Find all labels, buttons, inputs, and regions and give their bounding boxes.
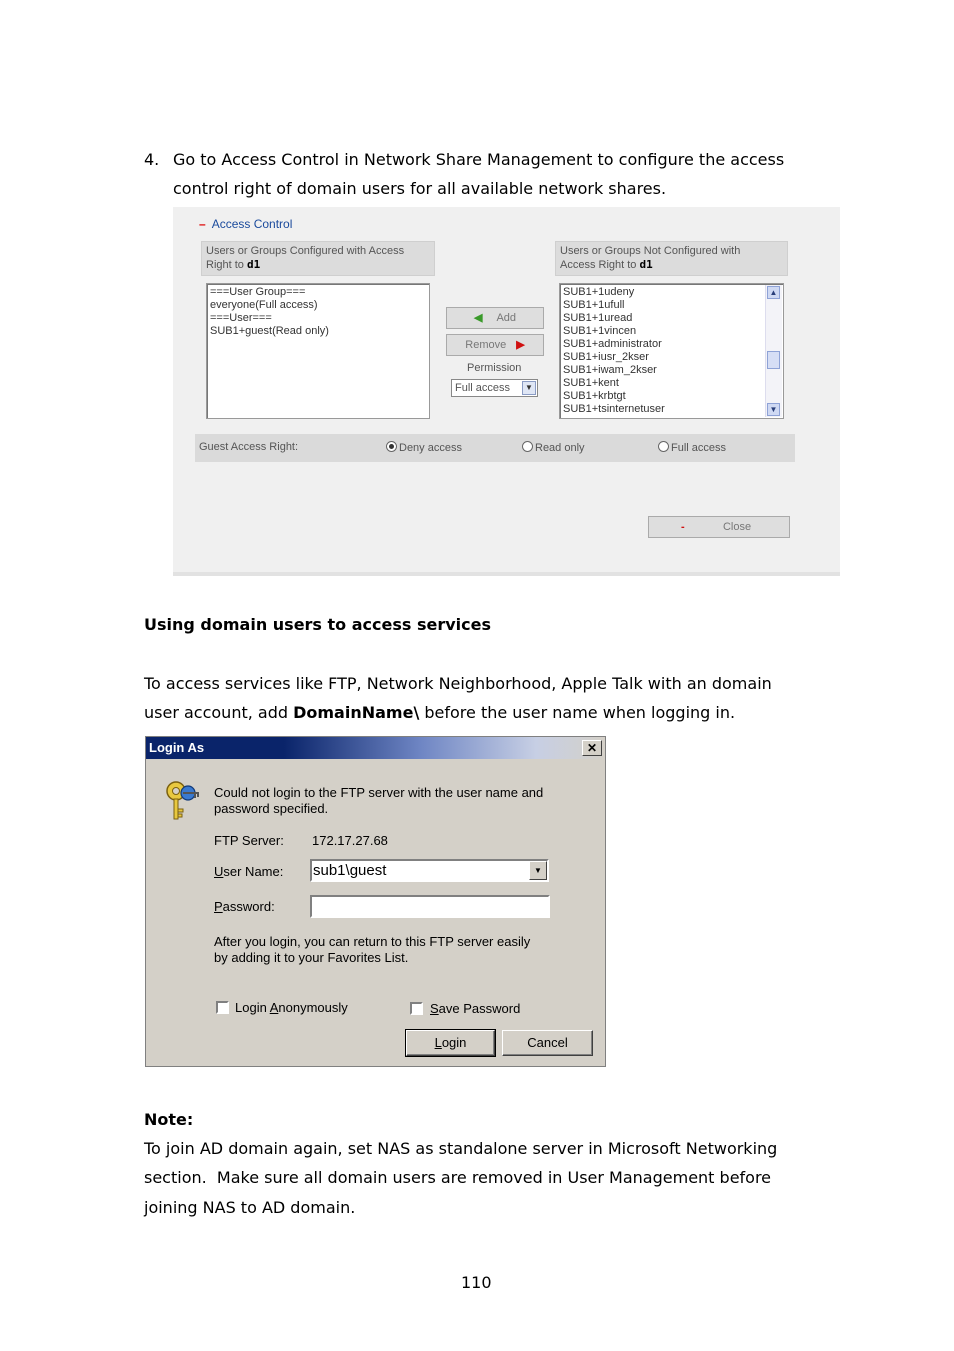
remove-label: Remove [465, 339, 507, 351]
scroll-thumb[interactable] [767, 351, 780, 369]
close-icon: - [681, 521, 685, 533]
not-configured-header-line1: Users or Groups Not Configured with [560, 245, 741, 257]
user-name-value: sub1\guest [313, 862, 387, 879]
guest-option-read[interactable] [522, 441, 585, 454]
guest-option-deny[interactable] [386, 441, 462, 454]
cancel-button[interactable]: Cancel [502, 1030, 593, 1056]
info-message [214, 934, 530, 966]
save-label-accel: S [430, 1001, 439, 1016]
close-button[interactable] [648, 516, 790, 538]
user-name-label [214, 864, 283, 879]
add-button[interactable] [446, 307, 544, 329]
close-label: Close [722, 521, 752, 533]
save-password-label[interactable] [430, 1001, 520, 1016]
note-line1: To join AD domain again, set NAS as standalone server in Microsoft Networking [144, 1139, 778, 1158]
list-item[interactable]: SUB1+guest(Read only) [210, 325, 329, 337]
list-item[interactable]: SUB1+administrator [563, 338, 662, 350]
keys-icon [164, 779, 202, 821]
anon-label-rest: nonymously [278, 1000, 348, 1015]
info-message-line2: by adding it to your Favorites List. [214, 950, 409, 965]
list-item[interactable]: SUB1+iusr_2kser [563, 351, 649, 363]
login-dialog [145, 736, 606, 1067]
radio-icon[interactable] [658, 441, 669, 452]
password-field[interactable] [310, 895, 550, 918]
access-control-title-text: Access Control [211, 217, 293, 231]
not-configured-header [555, 241, 788, 276]
user-name-label-accel: U [214, 864, 224, 879]
user-name-label-rest: ser Name: [223, 864, 284, 879]
para1-line2-post: before the user name when logging in. [419, 703, 736, 722]
not-configured-list[interactable] [559, 283, 784, 419]
guest-option-full-label: Full access [671, 442, 727, 454]
list-item[interactable]: ===User Group=== [210, 286, 306, 298]
arrow-left-icon: ◀ [473, 312, 483, 324]
password-label-accel: P [214, 899, 223, 914]
radio-selected-icon[interactable] [386, 441, 397, 452]
list-item[interactable]: SUB1+krbtgt [563, 390, 626, 402]
list-item[interactable]: SUB1+1uread [563, 312, 633, 324]
guest-option-full[interactable] [658, 441, 726, 454]
user-name-field[interactable] [310, 859, 549, 882]
note-line3: joining NAS to AD domain. [144, 1198, 356, 1217]
save-password-checkbox[interactable] [410, 1002, 423, 1015]
remove-button[interactable] [446, 334, 544, 356]
login-anonymously-label[interactable] [235, 1000, 348, 1015]
error-message [214, 785, 543, 817]
page-number: 110 [461, 1273, 492, 1292]
guest-option-deny-label: Deny access [399, 442, 462, 454]
step-text-line2: control right of domain users for all available network shares. [173, 179, 667, 198]
permission-value: Full access [455, 382, 511, 394]
list-item[interactable]: SUB1+1ufull [563, 299, 625, 311]
configured-list[interactable] [206, 283, 430, 419]
configured-header-line2: Right to [206, 259, 244, 271]
dialog-titlebar [146, 737, 605, 759]
list-item[interactable]: SUB1+iwam_2kser [563, 364, 657, 376]
scroll-up-icon[interactable]: ▲ [767, 286, 780, 299]
ftp-server-label: FTP Server: [214, 833, 284, 848]
share-name: d1 [246, 258, 261, 271]
list-item[interactable]: ===User=== [210, 312, 272, 324]
guest-access-label: Guest Access Right: [199, 441, 299, 453]
anon-label-accel: A [269, 1000, 279, 1015]
configured-header-line1: Users or Groups Configured with Access [206, 245, 405, 257]
password-label [214, 899, 275, 914]
guest-option-read-label: Read only [535, 442, 585, 454]
login-anonymously-checkbox[interactable] [216, 1001, 229, 1014]
para1-line1: To access services like FTP, Network Neighborhood, Apple Talk with an domain [144, 674, 772, 693]
access-control-title[interactable] [199, 217, 292, 231]
error-message-line1: Could not login to the FTP server with the user name and [214, 785, 544, 800]
para1-line2-pre: user account, add [144, 703, 294, 722]
permission-label: Permission [467, 362, 522, 374]
section-heading: Using domain users to access services [144, 615, 492, 634]
share-name: d1 [639, 258, 653, 271]
note-line2: section. Make sure all domain users are removed in User Management before [144, 1168, 772, 1187]
chevron-down-icon[interactable]: ▼ [529, 861, 547, 880]
list-item[interactable]: everyone(Full access) [210, 299, 318, 311]
arrow-right-icon: ▶ [516, 339, 525, 351]
list-item[interactable]: SUB1+tsinternetuser [563, 403, 665, 415]
guest-access-bar [195, 434, 795, 462]
access-control-panel [173, 207, 840, 576]
login-button-rest: ogin [441, 1035, 467, 1050]
login-button-accel: L [434, 1035, 442, 1050]
step-text-line1: Go to Access Control in Network Share Management to configure the access [173, 150, 785, 169]
list-item[interactable]: SUB1+1udeny [563, 286, 635, 298]
list-item[interactable]: SUB1+1vincen [563, 325, 637, 337]
not-configured-header-line2: Access Right to [560, 259, 637, 271]
add-label: Add [496, 312, 517, 324]
dialog-title: Login As [149, 740, 205, 755]
radio-icon[interactable] [522, 441, 533, 452]
list-item[interactable]: SUB1+kent [563, 377, 619, 389]
collapse-icon[interactable]: – [199, 217, 206, 231]
para1-line2 [144, 698, 735, 727]
login-button[interactable] [406, 1030, 495, 1056]
permission-select[interactable] [451, 379, 538, 397]
step-number: 4. [144, 150, 160, 169]
domain-name-keyword: DomainName\ [293, 703, 420, 722]
note-heading: Note: [144, 1110, 194, 1129]
password-label-rest: assword: [222, 899, 275, 914]
configured-header [201, 241, 435, 276]
anon-label-pre: Login [235, 1000, 270, 1015]
save-label-rest: ave Password [438, 1001, 521, 1016]
scroll-down-icon[interactable]: ▼ [767, 403, 780, 416]
list-scrollbar[interactable] [765, 285, 782, 417]
close-icon[interactable]: ✕ [582, 740, 602, 756]
info-message-line1: After you login, you can return to this FTP server easily [214, 934, 531, 949]
chevron-down-icon[interactable]: ▼ [522, 381, 536, 395]
error-message-line2: password specified. [214, 801, 329, 816]
ftp-server-value: 172.17.27.68 [312, 833, 388, 848]
